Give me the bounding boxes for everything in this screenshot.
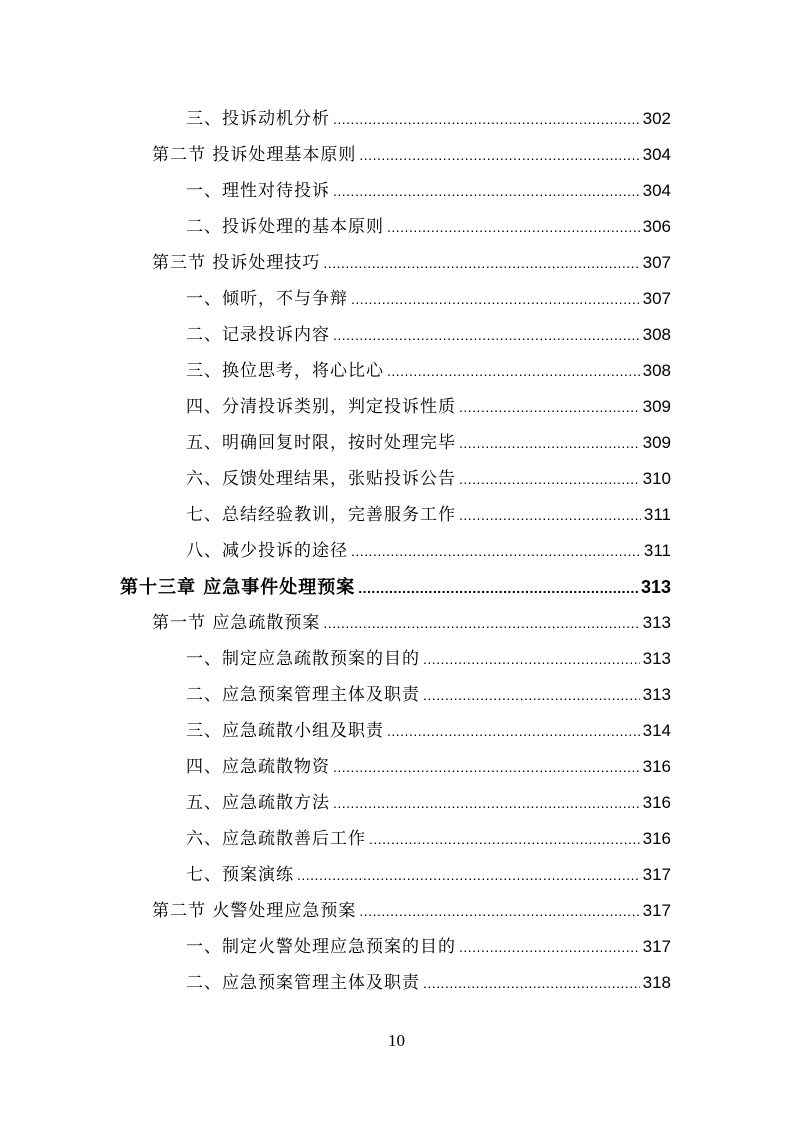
toc-leader-dots <box>387 359 640 383</box>
toc-entry-title: 三、换位思考，将心比心 <box>186 361 384 381</box>
toc-entry[interactable] <box>0 425 793 461</box>
toc-entry-page: 307 <box>642 253 671 272</box>
toc-entry-title: 七、总结经验教训，完善服务工作 <box>186 505 456 525</box>
toc-entry-page: 311 <box>643 541 671 560</box>
toc-entry-title: 五、应急疏散方法 <box>186 793 330 813</box>
toc-entry[interactable] <box>0 137 793 173</box>
toc-entry-title: 八、减少投诉的途径 <box>186 541 348 561</box>
toc-entry-title: 第三节 投诉处理技巧 <box>152 253 321 273</box>
toc-entry-title: 二、应急预案管理主体及职责 <box>186 973 420 993</box>
toc-entry-page: 306 <box>642 217 671 236</box>
toc-entry-title: 六、应急疏散善后工作 <box>186 829 366 849</box>
toc-entry-page: 317 <box>642 937 671 956</box>
toc-entry-page: 313 <box>642 685 671 704</box>
toc-leader-dots <box>423 971 640 995</box>
toc-entry-title: 二、应急预案管理主体及职责 <box>186 685 420 705</box>
toc-entry-title: 二、记录投诉内容 <box>186 325 330 345</box>
toc-entry[interactable] <box>0 677 793 713</box>
toc-entry[interactable] <box>0 533 793 569</box>
toc-entry[interactable] <box>0 317 793 353</box>
toc-entry-page: 316 <box>642 757 671 776</box>
toc-leader-dots <box>333 755 640 779</box>
toc-entry[interactable] <box>0 173 793 209</box>
toc-entry-title: 五、明确回复时限，按时处理完毕 <box>186 433 456 453</box>
toc-entry[interactable] <box>0 641 793 677</box>
toc-entry[interactable] <box>0 821 793 857</box>
toc-leader-dots <box>459 395 640 419</box>
toc-entry-page: 304 <box>642 145 671 164</box>
toc-entry-page: 317 <box>642 901 671 920</box>
toc-leader-dots <box>358 576 638 600</box>
toc-leader-dots <box>459 467 640 491</box>
toc-leader-dots <box>423 647 640 671</box>
toc-leader-dots <box>459 431 640 455</box>
toc-entry-title: 二、投诉处理的基本原则 <box>186 217 384 237</box>
toc-entry[interactable] <box>0 281 793 317</box>
toc-entry[interactable] <box>0 857 793 893</box>
toc-entry[interactable] <box>0 893 793 929</box>
toc-entry-title: 一、制定火警处理应急预案的目的 <box>186 937 456 957</box>
toc-leader-dots <box>297 863 640 887</box>
toc-entry-page: 302 <box>642 109 671 128</box>
toc-entry-page: 313 <box>642 649 671 668</box>
toc-entry[interactable] <box>0 461 793 497</box>
toc-entry-title: 第十三章 应急事件处理预案 <box>120 577 356 598</box>
toc-leader-dots <box>333 791 640 815</box>
toc-entry[interactable] <box>0 101 793 137</box>
toc-leader-dots <box>459 503 641 527</box>
toc-entry-title: 三、投诉动机分析 <box>186 109 330 129</box>
page-number: 10 <box>388 1031 405 1050</box>
toc-entry-title: 七、预案演练 <box>186 865 294 885</box>
toc-leader-dots <box>323 611 639 635</box>
toc-entry[interactable] <box>0 785 793 821</box>
toc-leader-dots <box>359 899 639 923</box>
toc-entry-page: 309 <box>642 397 671 416</box>
toc-entry-title: 第二节 火警处理应急预案 <box>152 901 357 921</box>
toc-entry-page: 304 <box>642 181 671 200</box>
toc-entry-page: 307 <box>642 289 671 308</box>
toc-entry[interactable] <box>0 713 793 749</box>
toc-leader-dots <box>333 107 640 131</box>
toc-entry[interactable] <box>0 209 793 245</box>
toc-entry-page: 308 <box>642 361 671 380</box>
toc-entry-title: 四、应急疏散物资 <box>186 757 330 777</box>
toc-entry-page: 318 <box>642 973 671 992</box>
toc-leader-dots <box>323 251 639 275</box>
toc-entry-page: 313 <box>640 577 671 597</box>
toc-entry[interactable] <box>0 749 793 785</box>
toc-entry[interactable] <box>0 497 793 533</box>
table-of-contents <box>0 101 793 1001</box>
toc-entry[interactable] <box>0 965 793 1001</box>
toc-leader-dots <box>333 323 640 347</box>
toc-entry-title: 六、反馈处理结果，张贴投诉公告 <box>186 469 456 489</box>
toc-entry[interactable] <box>0 353 793 389</box>
toc-entry-page: 310 <box>642 469 671 488</box>
toc-leader-dots <box>351 287 640 311</box>
toc-entry-page: 308 <box>642 325 671 344</box>
toc-entry-title: 一、理性对待投诉 <box>186 181 330 201</box>
toc-leader-dots <box>387 719 640 743</box>
toc-leader-dots <box>387 215 640 239</box>
toc-entry-page: 314 <box>642 721 671 740</box>
toc-entry-page: 309 <box>642 433 671 452</box>
toc-leader-dots <box>351 539 641 563</box>
toc-leader-dots <box>459 935 640 959</box>
toc-entry-page: 316 <box>642 829 671 848</box>
toc-leader-dots <box>423 683 640 707</box>
toc-entry-page: 313 <box>642 613 671 632</box>
toc-entry-title: 一、制定应急疏散预案的目的 <box>186 649 420 669</box>
toc-entry[interactable] <box>0 605 793 641</box>
toc-entry-title: 三、应急疏散小组及职责 <box>186 721 384 741</box>
toc-entry-title: 第一节 应急疏散预案 <box>152 613 321 633</box>
toc-leader-dots <box>359 143 639 167</box>
toc-entry-page: 311 <box>643 505 671 524</box>
toc-entry[interactable] <box>0 389 793 425</box>
toc-leader-dots <box>333 179 640 203</box>
toc-leader-dots <box>369 827 640 851</box>
toc-chapter-entry[interactable] <box>0 569 793 605</box>
toc-entry-title: 一、倾听，不与争辩 <box>186 289 348 309</box>
toc-entry-page: 317 <box>642 865 671 884</box>
toc-entry[interactable] <box>0 929 793 965</box>
toc-entry-page: 316 <box>642 793 671 812</box>
toc-entry-title: 第二节 投诉处理基本原则 <box>152 145 357 165</box>
toc-entry[interactable] <box>0 245 793 281</box>
toc-entry-title: 四、分清投诉类别，判定投诉性质 <box>186 397 456 417</box>
